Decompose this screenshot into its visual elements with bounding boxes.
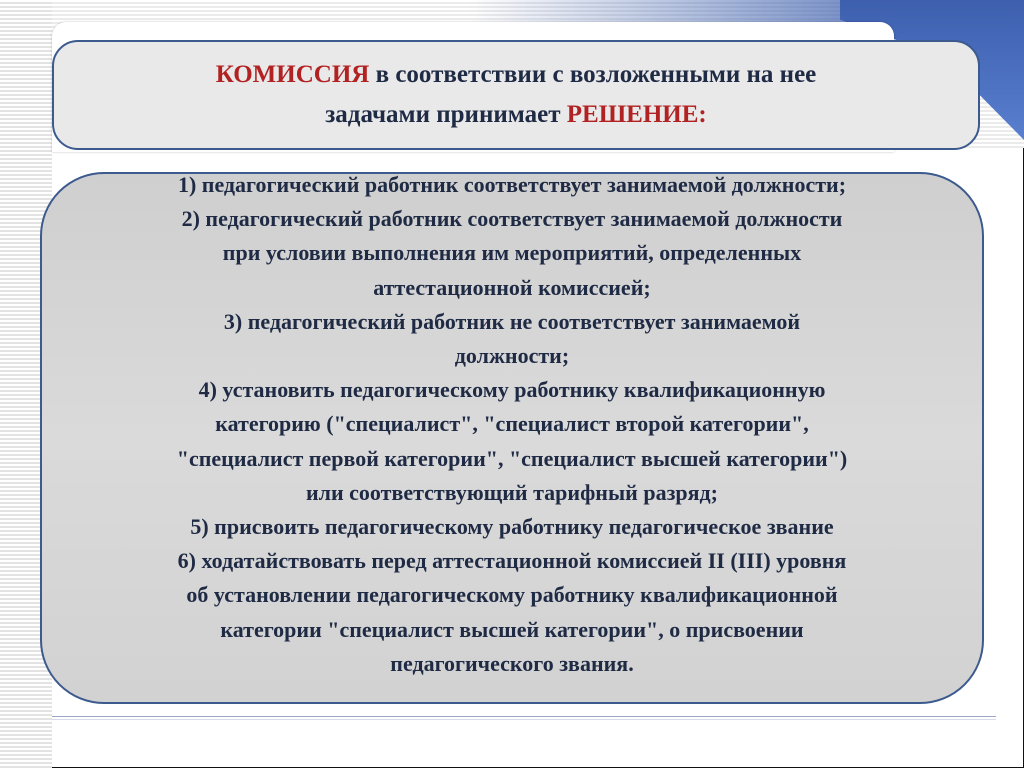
decision-line: категорию ("специалист", "специалист второй категории", [215, 411, 809, 437]
decision-line: об установлении педагогическому работнику квалификационной [186, 582, 838, 608]
decision-line: или соответствующий тарифный разряд; [305, 479, 719, 505]
title-accent-word: КОМИССИЯ [215, 61, 370, 88]
title-line2-plain: задачами принимает [325, 101, 567, 128]
decision-line: 1) педагогический работник соответствует занимаемой должности; [177, 172, 847, 197]
title-line1-rest: в соответствии с возложенными на нее [369, 61, 817, 88]
decision-line: 3) педагогический работник не соответствует занимаемой [223, 308, 801, 334]
slide-title [216, 55, 817, 135]
decision-line: педагогического звания. [390, 650, 634, 676]
title-line2-accent: РЕШЕНИЕ: [566, 101, 707, 128]
decision-line: при условии выполнения им мероприятий, определенных [222, 240, 802, 266]
footer-divider [52, 716, 996, 717]
decision-line: 6) ходатайствовать перед аттестационной комиссией II (III) уровня [177, 548, 847, 574]
decision-line: 4) установить педагогическому работнику квалификационную [198, 377, 826, 403]
title-box [52, 40, 980, 150]
footer-divider-secondary [52, 719, 996, 720]
decision-line: должности; [454, 343, 570, 369]
decision-list [40, 168, 984, 681]
decision-line: 2) педагогический работник соответствует занимаемой должности [181, 206, 843, 232]
decision-line: аттестационной комиссией; [373, 274, 651, 300]
decision-line: 5) присвоить педагогическому работнику педагогическое звание [190, 514, 834, 540]
decision-line: категории "специалист высшей категории", о присвоении [220, 616, 804, 642]
decision-line: "специалист первой категории", "специалист высшей категории") [176, 445, 848, 471]
